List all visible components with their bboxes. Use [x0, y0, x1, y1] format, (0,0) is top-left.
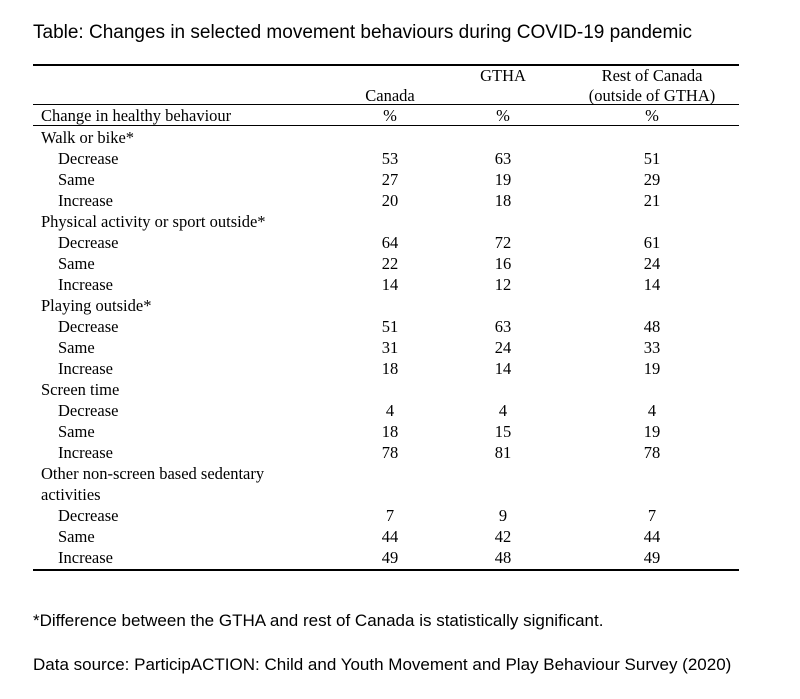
data-source: Data source: ParticipACTION: Child and Youth Movement and Play Behaviour Survey (2020) — [33, 655, 732, 674]
row-label: Increase — [58, 359, 113, 378]
cell-gtha: 19 — [494, 170, 512, 189]
group-label: Walk or bike* — [41, 128, 135, 147]
cell-rest-of-canada: 61 — [643, 233, 661, 252]
row-label: Same — [58, 254, 95, 273]
unit-canada: % — [383, 106, 397, 125]
row-label: Decrease — [58, 233, 119, 252]
units-rule — [33, 125, 739, 126]
cell-canada: 14 — [381, 275, 399, 294]
cell-gtha: 24 — [494, 338, 512, 357]
cell-gtha: 12 — [494, 275, 512, 294]
cell-canada: 27 — [381, 170, 399, 189]
cell-canada: 4 — [385, 401, 395, 420]
cell-canada: 20 — [381, 191, 399, 210]
group-label: Other non-screen based sedentary — [41, 464, 265, 483]
row-label: Same — [58, 422, 95, 441]
bottom-rule — [33, 569, 739, 571]
cell-canada: 64 — [381, 233, 399, 252]
change-label: Change in healthy behaviour — [41, 106, 232, 125]
row-label: Decrease — [58, 401, 119, 420]
cell-rest-of-canada: 14 — [643, 275, 661, 294]
row-label: Decrease — [58, 506, 119, 525]
cell-gtha: 4 — [498, 401, 508, 420]
row-label: Increase — [58, 443, 113, 462]
row-label: Decrease — [58, 149, 119, 168]
row-label: Decrease — [58, 317, 119, 336]
cell-rest-of-canada: 49 — [643, 548, 661, 567]
group-label: Playing outside* — [41, 296, 152, 315]
header-canada: Canada — [365, 86, 415, 105]
cell-rest-of-canada: 4 — [647, 401, 657, 420]
group-label: Physical activity or sport outside* — [41, 212, 266, 231]
cell-canada: 31 — [381, 338, 399, 357]
cell-canada: 7 — [385, 506, 395, 525]
cell-rest-of-canada: 21 — [643, 191, 661, 210]
cell-gtha: 42 — [494, 527, 512, 546]
cell-rest-of-canada: 44 — [643, 527, 661, 546]
cell-canada: 18 — [381, 359, 399, 378]
cell-rest-of-canada: 19 — [643, 422, 661, 441]
cell-gtha: 63 — [494, 149, 512, 168]
group-label-continued: activities — [41, 485, 101, 504]
cell-rest-of-canada: 19 — [643, 359, 661, 378]
cell-gtha: 63 — [494, 317, 512, 336]
header-gtha: GTHA — [480, 66, 526, 85]
cell-canada: 78 — [381, 443, 399, 462]
row-label: Same — [58, 338, 95, 357]
cell-canada: 22 — [381, 254, 399, 273]
row-label: Increase — [58, 275, 113, 294]
cell-gtha: 72 — [494, 233, 512, 252]
group-label: Screen time — [41, 380, 120, 399]
header-rest-line1: Rest of Canada — [601, 66, 703, 85]
footnote: *Difference between the GTHA and rest of Canada is statistically significant. — [33, 611, 604, 630]
cell-gtha: 48 — [494, 548, 512, 567]
table-title: Table: Changes in selected movement behaviours during COVID-19 pandemic — [33, 22, 693, 43]
unit-rest: % — [645, 106, 659, 125]
cell-gtha: 18 — [494, 191, 512, 210]
cell-rest-of-canada: 7 — [647, 506, 657, 525]
cell-canada: 18 — [381, 422, 399, 441]
cell-gtha: 14 — [494, 359, 512, 378]
unit-gtha: % — [496, 106, 510, 125]
row-label: Same — [58, 170, 95, 189]
row-label: Increase — [58, 191, 113, 210]
cell-canada: 49 — [381, 548, 399, 567]
cell-canada: 51 — [381, 317, 399, 336]
cell-rest-of-canada: 51 — [643, 149, 661, 168]
cell-canada: 44 — [381, 527, 399, 546]
cell-rest-of-canada: 29 — [643, 170, 661, 189]
cell-rest-of-canada: 48 — [643, 317, 661, 336]
cell-gtha: 15 — [494, 422, 512, 441]
cell-canada: 53 — [381, 149, 399, 168]
row-label: Same — [58, 527, 95, 546]
row-label: Increase — [58, 548, 113, 567]
cell-gtha: 81 — [494, 443, 512, 462]
cell-rest-of-canada: 78 — [643, 443, 661, 462]
cell-rest-of-canada: 24 — [643, 254, 661, 273]
cell-gtha: 9 — [498, 506, 508, 525]
header-rest-line2: (outside of GTHA) — [588, 86, 716, 105]
cell-rest-of-canada: 33 — [643, 338, 661, 357]
cell-gtha: 16 — [494, 254, 512, 273]
